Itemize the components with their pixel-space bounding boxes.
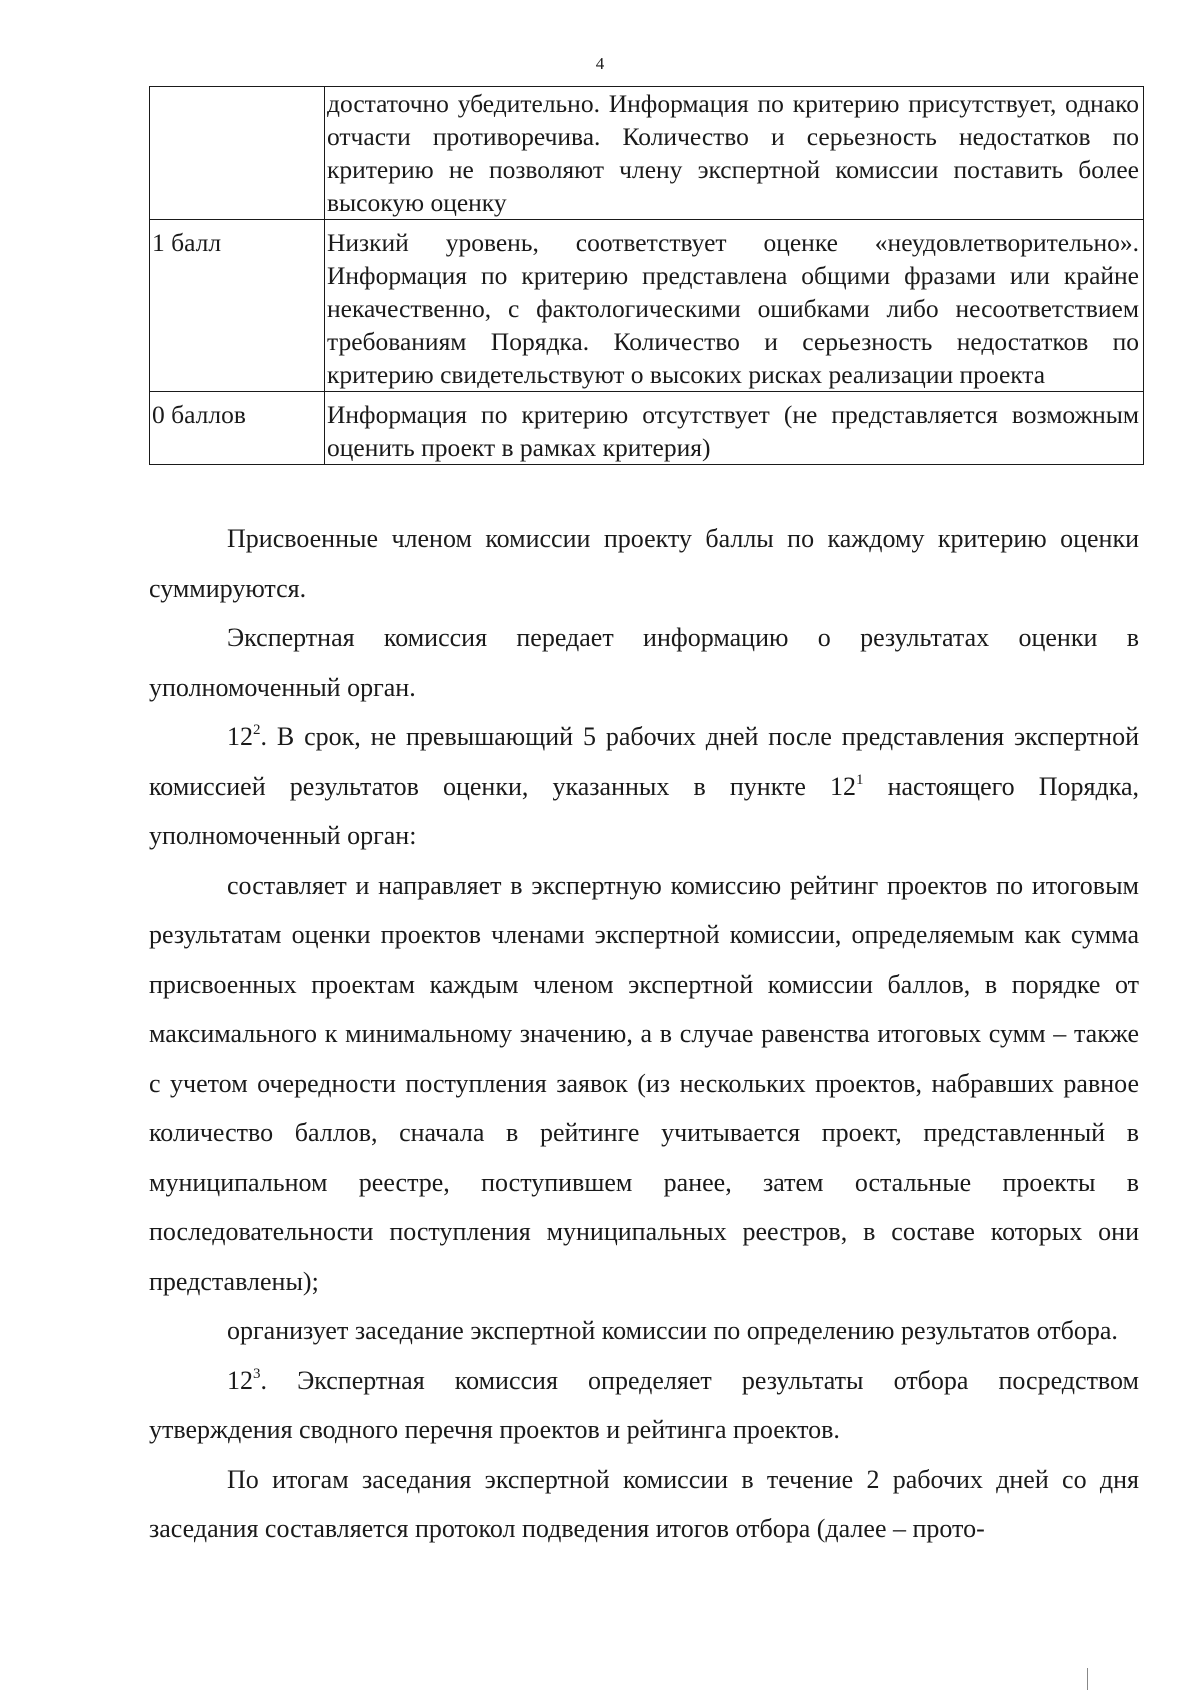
paragraph-scores-summed: Присвоенные членом комиссии проекту баллы по каждому критерию оценки суммируются. [149, 524, 1139, 603]
clause-number: 12 [227, 722, 253, 751]
clause-reference-superscript: 1 [855, 771, 864, 788]
paragraph-organizes-meeting: организует заседание экспертной комиссии по определению результатов отбора. [227, 1316, 1118, 1345]
score-cell: 0 баллов [150, 392, 325, 465]
page-number: 4 [595, 54, 605, 73]
paragraph-rating-compilation: составляет и направляет в экспертную комиссию рейтинг проектов по итоговым результатам оценки проектов членами экспертной комиссии, определяемым как сумма присвоенных проектам каждым членом экспертной комиссии баллов, в порядке от максимального к минимальному значению, а в случае равенства итоговых сумм – также с учетом очередности поступления заявок (из нескольких проектов, набравших равное количество баллов, сначала в рейтинге учитывается проект, представленный в муниципальном реестре, поступившем ранее, затем остальные проекты в последовательности поступления муниципальных реестров, в составе которых они представлены); [149, 870, 1139, 1296]
clause-superscript: 2 [253, 722, 261, 738]
clause-superscript: 3 [253, 1365, 261, 1382]
clause-number: 12 [227, 1365, 253, 1395]
score-cell: 1 балл [150, 220, 325, 392]
scan-artifact [1087, 1668, 1088, 1690]
description-cell: достаточно убедительно. Информация по критерию присутствует, однако отчасти противоречива. Количество и серьезность недостатков по критерию не позволяют члену экспертной комиссии поставить более высокую оценку [325, 87, 1144, 220]
clause-text: настоящего Порядка, уполномоченный орган: [149, 771, 1139, 850]
clause-text: . В срок, не превышающий 5 рабочих дней после представления экспертной комиссией результатов оценки, указанных в пункте 12 [149, 722, 1139, 801]
table-row [150, 392, 1144, 465]
table-row [150, 220, 1144, 392]
score-cell [150, 87, 325, 220]
paragraph-12-2 [149, 712, 1139, 861]
description-cell: Информация по критерию отсутствует (не представляется возможным оценить проект в рамках критерия) [325, 392, 1144, 465]
clause-text: . Экспертная комиссия определяет результаты отбора посредством утверждения сводного перечня проектов и рейтинга проектов. [149, 1365, 1139, 1444]
document-body [149, 514, 1139, 1554]
paragraph-meeting-protocol: По итогам заседания экспертной комиссии в течение 2 рабочих дней со дня заседания составляется протокол подведения итогов отбора (далее – прото- [149, 1464, 1139, 1543]
description-cell: Низкий уровень, соответствует оценке «неудовлетворительно». Информация по критерию представлена общими фразами или крайне некачественно, с фактологическими ошибками либо несоответствием требованиям Порядка. Количество и серьезность недостатков по критерию свидетельствуют о высоких рисках реализации проекта [325, 220, 1144, 392]
table-row [150, 87, 1144, 220]
criteria-score-table [149, 86, 1144, 465]
paragraph-12-3 [149, 1356, 1139, 1455]
paragraph-commission-transfers: Экспертная комиссия передает информацию о результатах оценки в уполномоченный орган. [149, 623, 1139, 702]
